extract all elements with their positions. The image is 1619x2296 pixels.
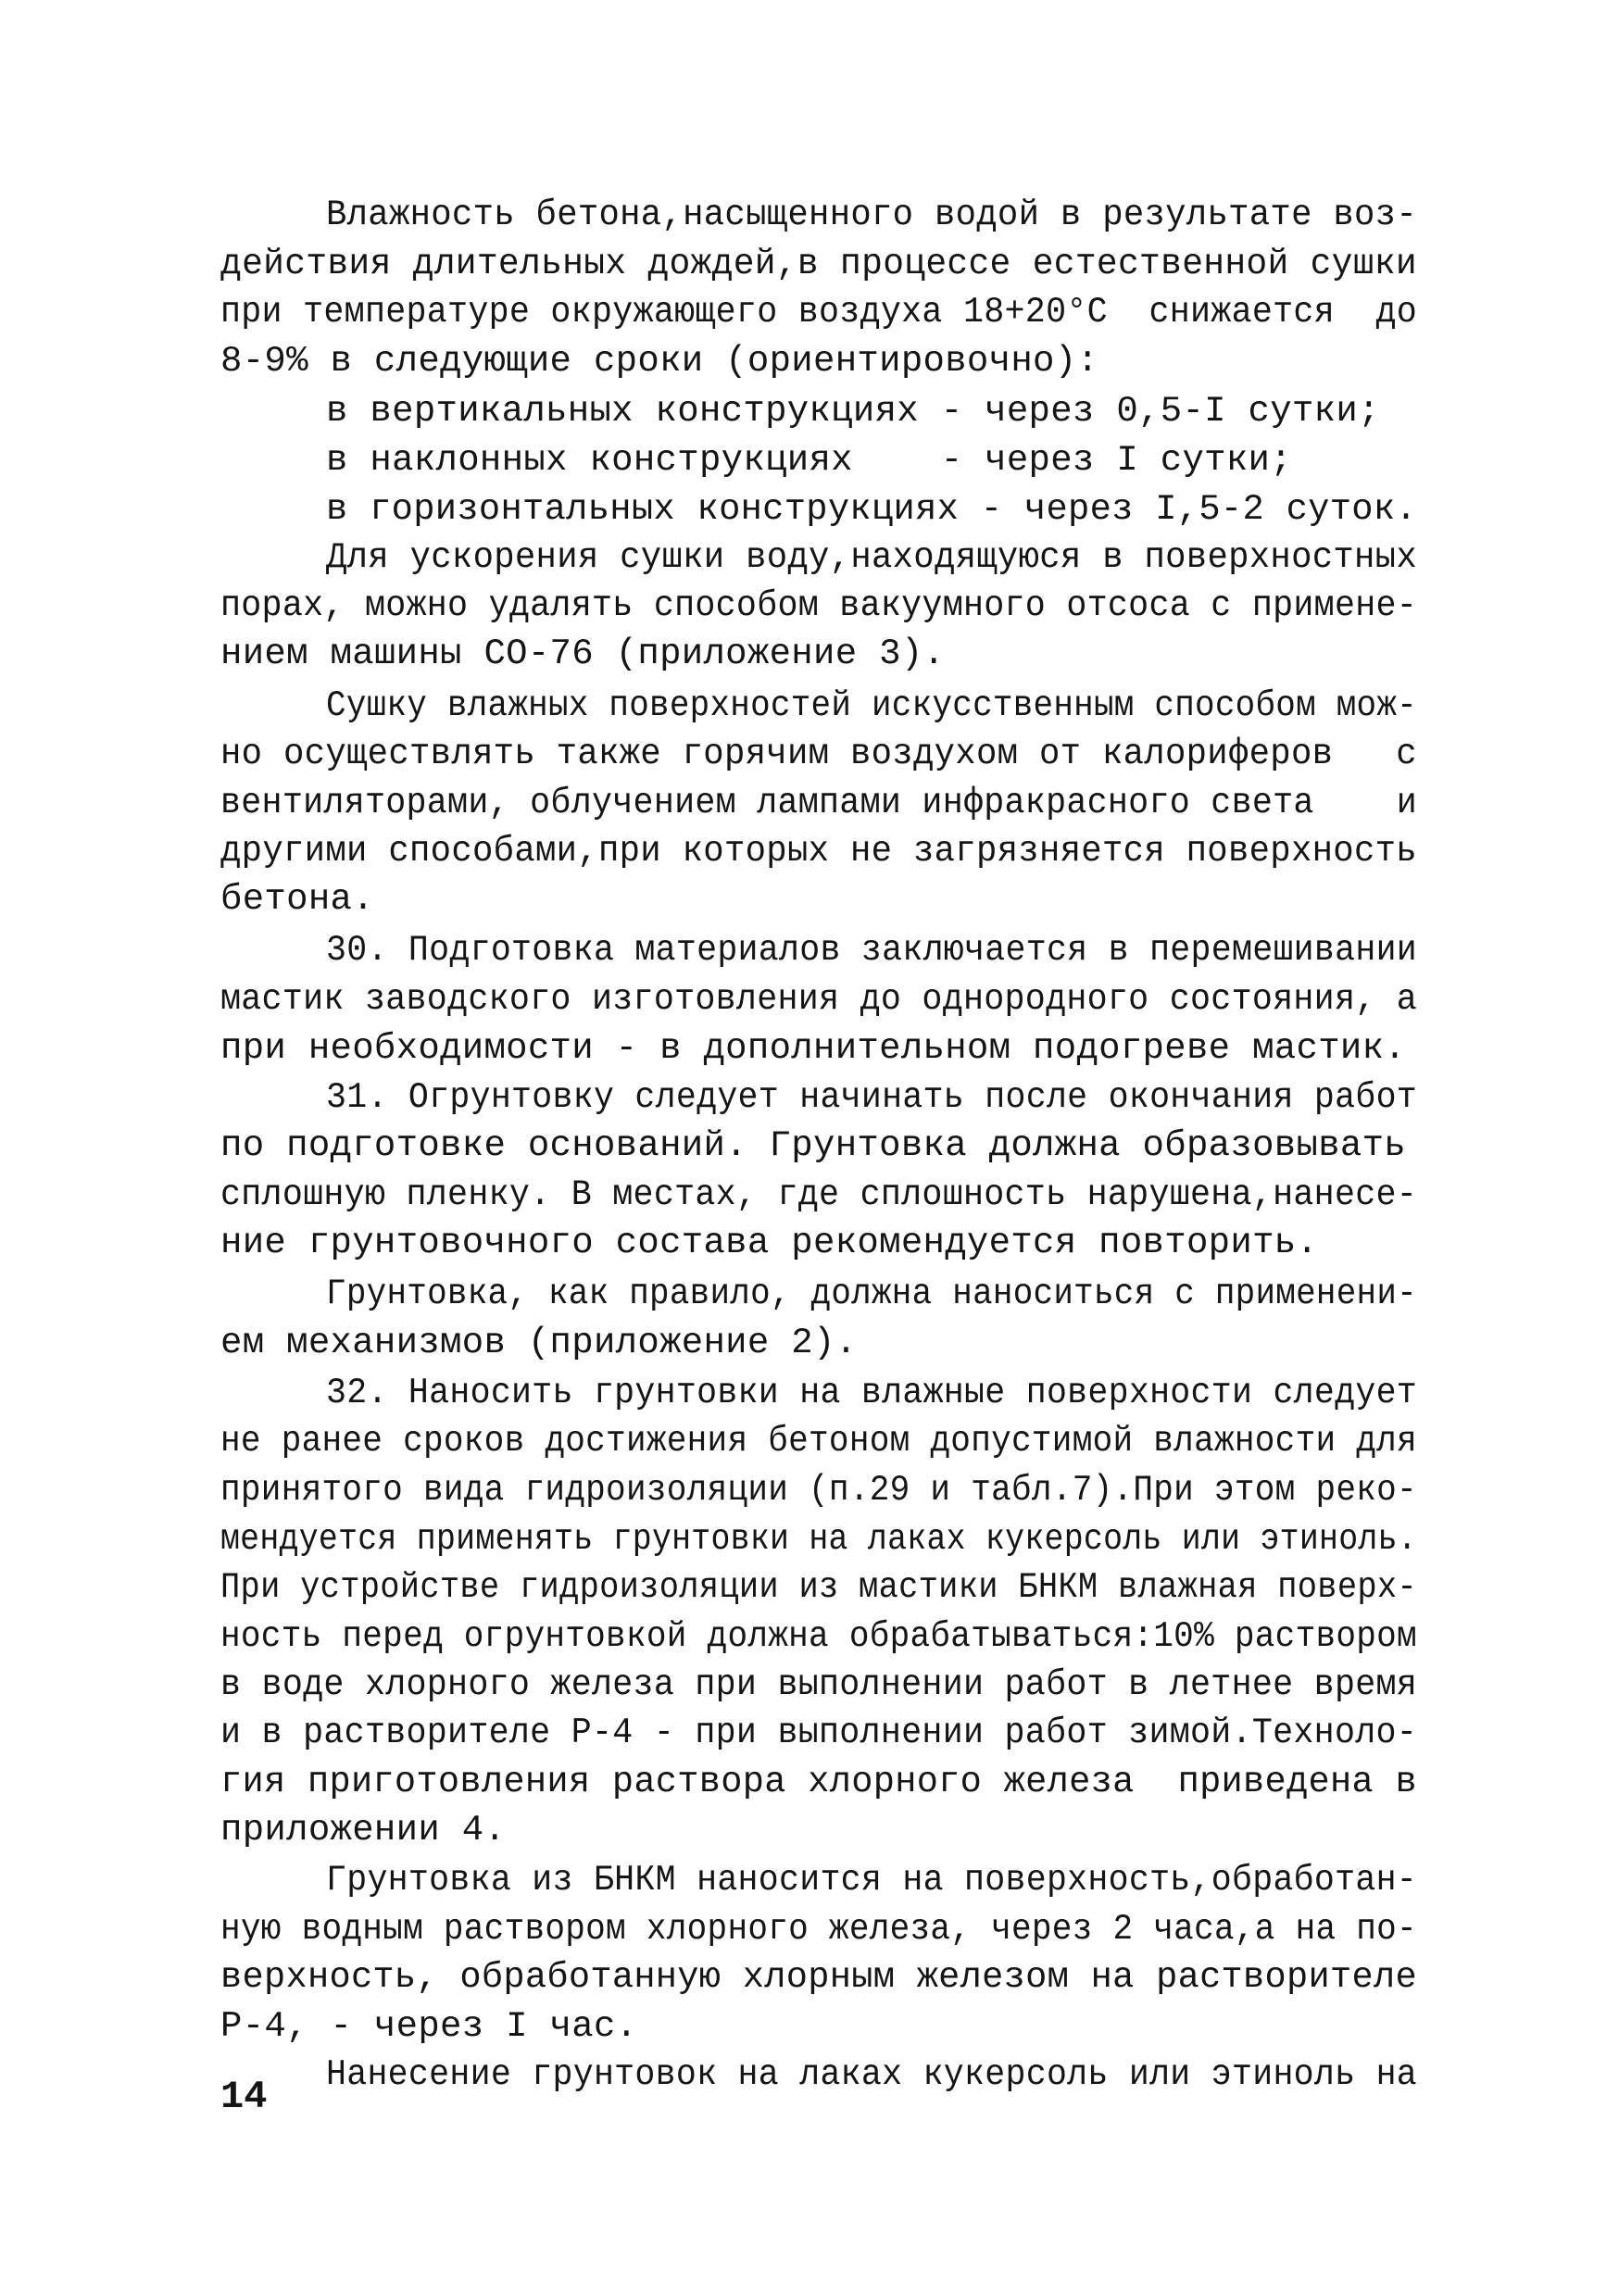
text-line: сплошную пленку. В местах, где сплошность нарушена,нанесе- (220, 1174, 1418, 1215)
text-line: и в растворителе Р-4 - при выполнении работ зимой.Техноло- (220, 1713, 1418, 1753)
text-line: в наклонных конструкциях - через I сутки; (326, 440, 1292, 481)
text-line: принятого вида гидроизоляции (п.29 и табл.7).При этом реко- (220, 1470, 1417, 1511)
text-line: Влажность бетона,насыщенного водой в результате воз- (326, 194, 1418, 235)
text-line: 32. Наносить грунтовки на влажные поверхности следует (326, 1373, 1418, 1413)
text-line: 8-9% в следующие сроки (ориентировочно): (220, 341, 1099, 382)
text-line: при необходимости - в дополнительном подогреве мастик. (220, 1028, 1407, 1069)
text-line: При устройстве гидроизоляции из мастики БНКМ влажная поверх- (220, 1567, 1417, 1608)
text-line: 31. Огрунтовку следует начинать после окончания работ (326, 1077, 1418, 1118)
text-line: Грунтовка, как правило, должна наноситься с применени- (326, 1273, 1417, 1314)
text-line: при температуре окружающего воздуха 18+20°C снижается до (220, 292, 1418, 332)
text-line: в воде хлорного железа при выполнении работ в летнее время (220, 1664, 1418, 1705)
text-line: не ранее сроков достижения бетоном допустимой влажности для (220, 1421, 1417, 1462)
text-line: верхность, обработанную хлорным железом на растворителе (220, 1957, 1417, 1998)
text-line: ем механизмов (приложение 2). (220, 1323, 858, 1363)
text-line: в горизонтальных конструкциях - через I,5-2 суток. (326, 489, 1417, 530)
text-line: Нанесение грунтовок на лаках кукерсоль или этиноль на (326, 2054, 1418, 2095)
text-line: Грунтовка из БНКМ наносится на поверхность,обработан- (326, 1860, 1418, 1901)
text-line: вентиляторами, облучением лампами инфракрасного света и (220, 783, 1418, 823)
text-line: но осуществлять также горячим воздухом от калориферов с (220, 734, 1417, 774)
text-line: в вертикальных конструкциях - через 0,5-I сутки; (326, 391, 1380, 432)
text-line: ние грунтовочного состава рекомендуется повторить. (220, 1223, 1319, 1263)
text-line: ную водным раствором хлорного железа, через 2 часа,а на по- (220, 1909, 1417, 1950)
text-line: мендуется применять грунтовки на лаках кукерсоль или этиноль. (220, 1519, 1417, 1560)
text-line: Сушку влажных поверхностей искусственным способом мож- (326, 685, 1417, 726)
text-line: приложении 4. (220, 1810, 507, 1851)
text-line: по подготовке оснований. Грунтовка должна образовывать (220, 1125, 1407, 1166)
text-line: нием машины СО-76 (приложение 3). (220, 634, 946, 674)
text-line: мастик заводского изготовления до однородного состояния, а (220, 979, 1418, 1020)
text-line: 30. Подготовка материалов заключается в перемешивании (326, 930, 1418, 971)
text-line: Для ускорения сушки воду,находящуюся в поверхностных (326, 537, 1418, 578)
text-line: действия длительных дождей,в процессе естественной сушки (220, 244, 1417, 284)
text-line: Р-4, - через I час. (220, 2006, 638, 2047)
text-line: ность перед огрунтовкой должна обрабатываться:10% раствором (220, 1616, 1417, 1657)
text-line: гия приготовления раствора хлорного железа приведена в (220, 1762, 1417, 1802)
text-line: бетона. (220, 879, 374, 920)
text-line: порах, можно удалять способом вакуумного отсоса с примене- (220, 585, 1418, 626)
text-line: другими способами,при которых не загрязняется поверхность (220, 831, 1417, 872)
page-number: 14 (220, 2075, 268, 2119)
